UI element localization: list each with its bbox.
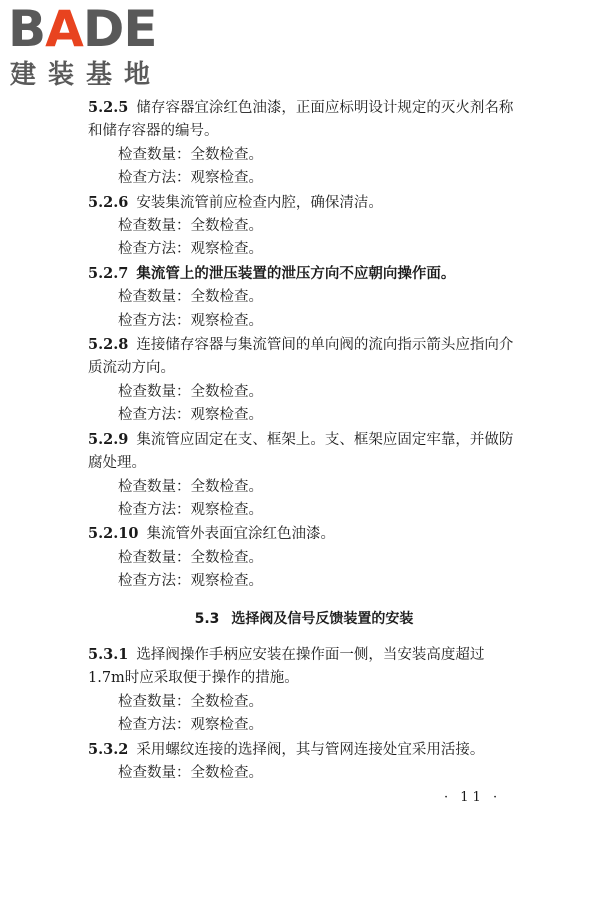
clause-number: 5.3.1 (88, 645, 129, 663)
check-method: 检查方法：观察检查。 (118, 241, 263, 258)
clause-text: 连接储存容器与集流管间的单向阀的流向指示箭头应指向介质流动方向。 (88, 337, 514, 377)
clause-5-2-8 (88, 333, 520, 381)
clause-5-2-5 (88, 96, 520, 144)
check-quantity: 检查数量：全数检查。 (118, 549, 263, 566)
clause-number: 5.2.5 (88, 99, 129, 116)
check-method: 检查方法：观察检查。 (118, 170, 263, 187)
clause-text-mandatory: 集流管上的泄压装置的泄压方向不应朝向操作面。 (136, 264, 456, 282)
check-quantity: 检查数量：全数检查。 (118, 478, 263, 495)
clause-number: 5.2.9 (88, 430, 129, 448)
clause-text: 采用螺纹连接的选择阀，其与管网连接处宜采用活接。 (136, 741, 485, 758)
clause-5-2-6 (88, 191, 520, 215)
clause-5-2-9 (88, 428, 520, 476)
clause-number: 5.3.2 (88, 740, 129, 758)
bade-logo (8, 2, 178, 92)
clause-text: 集流管应固定在支、框架上。支、框架应固定牢靠，并做防腐处理。 (88, 431, 514, 472)
clause-number: 5.2.8 (88, 336, 129, 354)
clause-text: 选择阀操作手柄应安装在操作面一侧，当安装高度超过1.7m时应采取便于操作的措施。 (88, 646, 485, 687)
logo-wordmark (8, 2, 157, 56)
page-number: · 11 · (444, 790, 502, 805)
check-method: 检查方法：观察检查。 (118, 717, 263, 734)
clause-number: 5.2.7 (88, 264, 129, 282)
clause-5-3-1 (88, 643, 520, 691)
document-body (88, 96, 520, 785)
clause-5-3-2 (88, 738, 520, 762)
clause-text: 集流管外表面宜涂红色油漆。 (146, 526, 335, 543)
clause-text: 储存容器宜涂红色油漆，正面应标明设计规定的灭火剂名称和储存容器的编号。 (88, 100, 514, 140)
check-method: 检查方法：观察检查。 (118, 312, 263, 329)
check-method: 检查方法：观察检查。 (118, 501, 263, 518)
logo-letter-a-accent: A (45, 0, 83, 58)
check-quantity: 检查数量：全数检查。 (118, 383, 263, 400)
logo-letter-b: B (8, 0, 46, 58)
section-heading (88, 608, 520, 631)
check-quantity: 检查数量：全数检查。 (118, 289, 263, 306)
clause-number: 5.2.6 (88, 193, 129, 211)
check-method: 检查方法：观察检查。 (118, 573, 263, 590)
check-quantity: 检查数量：全数检查。 (118, 764, 263, 781)
logo-subtitle: 建装基地 (10, 60, 163, 90)
check-quantity: 检查数量：全数检查。 (118, 146, 263, 163)
clause-number: 5.2.10 (88, 525, 139, 543)
check-method: 检查方法：观察检查。 (118, 407, 263, 424)
clause-5-2-10 (88, 522, 520, 546)
clause-5-2-7 (88, 262, 520, 286)
section-number: 5.3 (194, 610, 220, 627)
clause-text: 安装集流管前应检查内腔，确保清洁。 (136, 194, 383, 211)
logo-letters-de: DE (82, 0, 157, 58)
section-title-text: 选择阀及信号反馈装置的安装 (231, 610, 414, 627)
check-quantity: 检查数量：全数检查。 (118, 693, 263, 710)
check-quantity: 检查数量：全数检查。 (118, 218, 263, 235)
